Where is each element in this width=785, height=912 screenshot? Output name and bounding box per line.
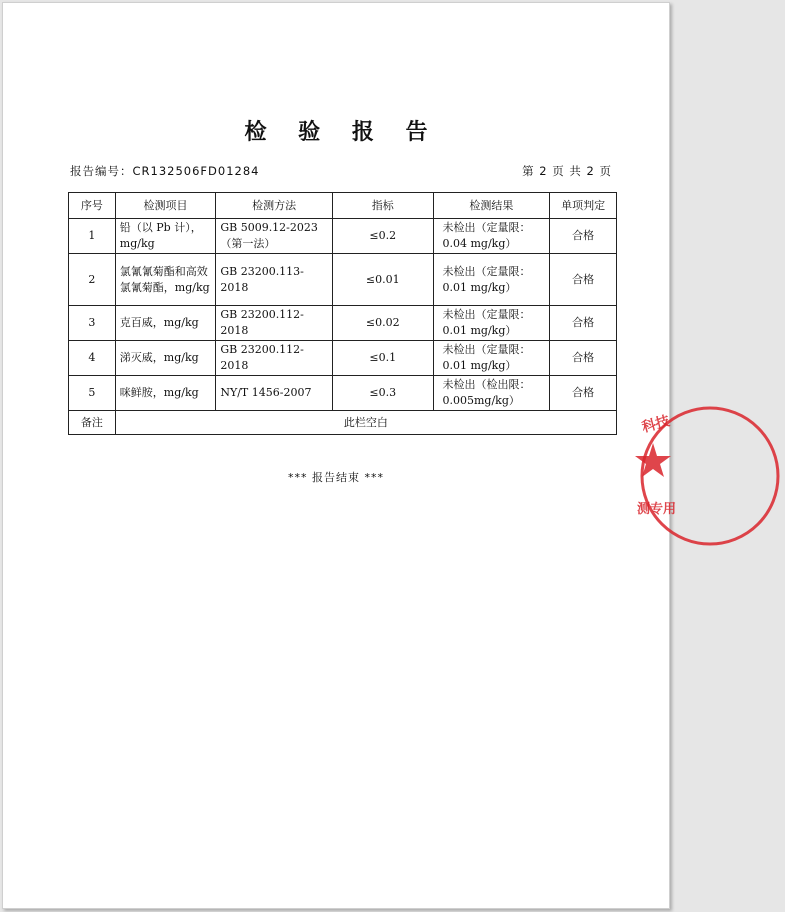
report-number: 报告编号：CR132506FD01284 — [70, 164, 260, 178]
table-row — [69, 341, 617, 376]
row-judgement: 合格 — [550, 219, 617, 254]
row-method: GB 5009.12-2023（第一法） — [216, 219, 333, 254]
table-header-row — [69, 193, 617, 219]
row-limit: ≤0.3 — [332, 376, 433, 411]
row-no: 1 — [69, 219, 116, 254]
results-table — [68, 192, 617, 435]
table-row — [69, 219, 617, 254]
remarks-value: 此栏空白 — [115, 411, 616, 435]
row-result: 未检出（定量限：0.04 mg/kg） — [433, 219, 550, 254]
row-judgement: 合格 — [550, 254, 617, 306]
row-result: 未检出（定量限：0.01 mg/kg） — [433, 306, 550, 341]
row-limit: ≤0.01 — [332, 254, 433, 306]
report-page — [2, 2, 677, 909]
row-method: GB 23200.112-2018 — [216, 306, 333, 341]
row-no: 5 — [69, 376, 116, 411]
row-result: 未检出（定量限：0.01 mg/kg） — [433, 254, 550, 306]
row-item: 克百威，mg/kg — [115, 306, 216, 341]
row-method: NY/T 1456-2007 — [216, 376, 333, 411]
row-item: 氯氰氰菊酯和高效氯氰菊酯，mg/kg — [115, 254, 216, 306]
table-row — [69, 376, 617, 411]
row-item: 咪鲜胺，mg/kg — [115, 376, 216, 411]
table-row — [69, 254, 617, 306]
row-no: 4 — [69, 341, 116, 376]
row-limit: ≤0.02 — [332, 306, 433, 341]
end-of-report-note: *** 报告结束 *** — [288, 471, 384, 484]
row-result: 未检出（检出限：0.005mg/kg） — [433, 376, 550, 411]
header-no: 序号 — [69, 193, 116, 219]
header-limit: 指标 — [332, 193, 433, 219]
official-seal-stamp — [635, 401, 785, 551]
row-judgement: 合格 — [550, 306, 617, 341]
row-judgement: 合格 — [550, 341, 617, 376]
header-item: 检测项目 — [115, 193, 216, 219]
row-method: GB 23200.113-2018 — [216, 254, 333, 306]
svg-text:科技: 科技 — [640, 413, 672, 436]
row-item: 铅（以 Pb 计），mg/kg — [115, 219, 216, 254]
remarks-label: 备注 — [69, 411, 116, 435]
header-method: 检测方法 — [216, 193, 333, 219]
report-title: 检 验 报 告 — [244, 119, 440, 145]
page-indicator: 第 2 页 共 2 页 — [522, 164, 612, 178]
row-item: 涕灭威，mg/kg — [115, 341, 216, 376]
row-result: 未检出（定量限：0.01 mg/kg） — [433, 341, 550, 376]
header-judgement: 单项判定 — [550, 193, 617, 219]
remarks-row — [69, 411, 617, 435]
row-method: GB 23200.112-2018 — [216, 341, 333, 376]
table-row — [69, 306, 617, 341]
row-limit: ≤0.2 — [332, 219, 433, 254]
row-no: 2 — [69, 254, 116, 306]
svg-text:测专用: 测专用 — [637, 502, 677, 517]
row-no: 3 — [69, 306, 116, 341]
row-limit: ≤0.1 — [332, 341, 433, 376]
header-result: 检测结果 — [433, 193, 550, 219]
row-judgement: 合格 — [550, 376, 617, 411]
